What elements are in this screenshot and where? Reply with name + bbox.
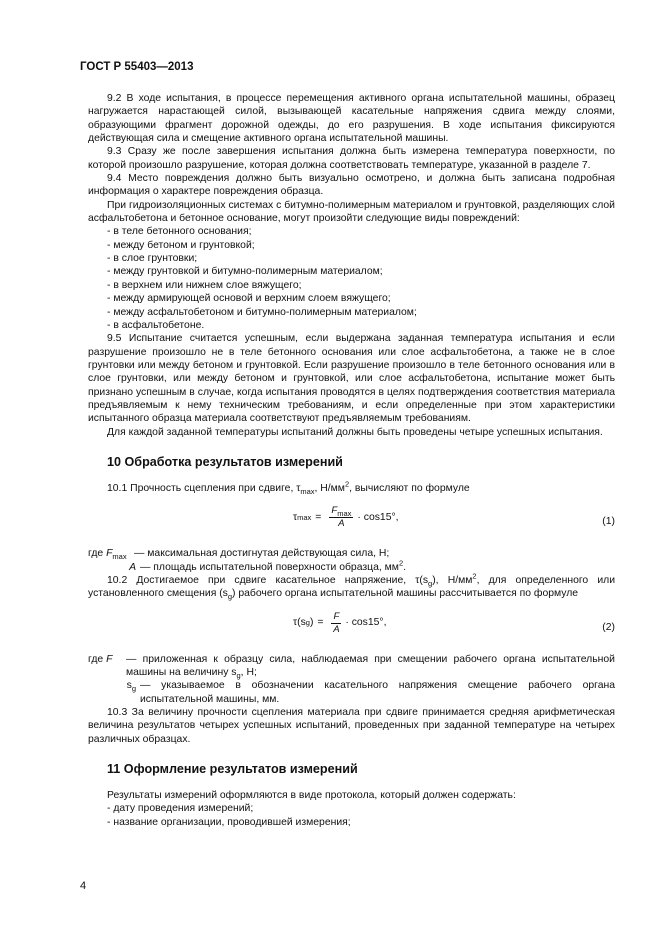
page-number: 4 bbox=[80, 880, 87, 892]
list-item: - в асфальтобетоне. bbox=[107, 319, 205, 331]
equation-number: (1) bbox=[602, 516, 615, 528]
formula-2: τ(s g ) = $\frac{F}{A}$ · cos15°, (2) bbox=[293, 610, 615, 635]
list-item: - между армирующей основой и верхним слоем вяжущего; bbox=[107, 293, 391, 305]
paragraph-9-2: 9.2 В ходе испытания, в процессе перемещения активного органа испытательной машины, образец нагружается нарастающей силой, вызывающей касательные напряжения сдвига между слоями, образующими фрагмент дорожной одежды, до его разрушения. В ходе испытания фиксируются действующая сила и смещение активного органа испытательной машины. bbox=[88, 93, 615, 145]
list-item: - между грунтовкой и битумно-полимерным материалом; bbox=[107, 266, 383, 278]
section-10-title: 10 Обработка результатов измерений bbox=[107, 454, 343, 469]
paragraph-11-intro: Результаты измерений оформляются в виде протокола, который должен содержать: bbox=[107, 790, 516, 802]
list-item: - дату проведения измерений; bbox=[107, 803, 254, 815]
where-f-max: где $F_{max}$ — максимальная достигнутая действующая сила, Н; bbox=[88, 548, 390, 562]
formula-1: τ max = $\frac{F_{max}}{A}$ · cos15°, (1) bbox=[293, 505, 615, 530]
list-item: - название организации, проводившей измерения; bbox=[107, 816, 351, 828]
where-force: где F — приложенная к образцу сила, наблюдаемая при смещении рабочего органа испытательной машины на величину $s_g$, Н; bbox=[88, 653, 615, 681]
section-11-title: 11 Оформление результатов измерений bbox=[107, 762, 358, 777]
list-item: - в слое грунтовки; bbox=[107, 253, 198, 265]
where-displacement: $s_g$ — указываемое в обозначении касательного напряжения смещение рабочего органа испытательной машины, мм. bbox=[126, 680, 615, 705]
paragraph-9-4: 9.4 Место повреждения должно быть визуально осмотрено, и должна быть записана подробная информация о характере повреждения образца. bbox=[88, 173, 615, 198]
paragraph-10-3: 10.3 За величину прочности сцепления материала при сдвиге принимается средняя арифметическая величина результатов четырех успешных испытаний, проведенных при заданной температуре на четырех различных образцах. bbox=[88, 707, 615, 745]
paragraph-9-3: 9.3 Сразу же после завершения испытания должна быть измерена температура поверхности, по которой произошло разрушение, которая должна соответствовать температуре, указанной в разделе 7. bbox=[88, 146, 615, 171]
paragraph-9-5: 9.5 Испытание считается успешным, если выдержана заданная температура испытания и если разрушение произошло не в теле бетонного основания или слое асфальтобетона, а также не в слое грунтовки или между бетоном и грунтовкой. Если разрушение произошло в теле бетонного основания или в слое грунтовки, или между бетоном и грунтовкой, или слое асфальтобетона, испытание может быть признано успешным в случае, когда испытания проводятся в целях подтверждения соответствия материала предъявляемым к нему техническим требованиям, и если определенные при этом характеристики испытанного образца материала соответствуют предъявляемым требованиям. bbox=[88, 333, 615, 425]
standard-header: ГОСТ Р 55403—2013 bbox=[80, 61, 194, 73]
damage-list bbox=[88, 225, 615, 332]
list-item: - между асфальтобетоном и битумно-полимерным материалом; bbox=[107, 306, 417, 318]
equation-number: (2) bbox=[602, 621, 615, 633]
paragraph-damage-intro: При гидроизоляционных системах с битумно-полимерным материалом и грунтовкой, разделяющих слой асфальтобетона и бетонное основание, могут произойти следующие виды повреждений: bbox=[88, 199, 615, 225]
fraction: $\frac{F_{max}}{A}$ bbox=[331, 505, 352, 530]
list-item: - в теле бетонного основания; bbox=[107, 226, 252, 238]
page-content bbox=[88, 92, 615, 829]
paragraph-10-2: 10.2 Достигаемое при сдвиге касательное напряжение, $\tau(s_g)$, $Н/мм^2$, для определенного или установленного смещения $(s_g)$ рабочего органа испытательной машины рассчитывается по формуле bbox=[88, 571, 616, 602]
paragraph-four-tests: Для каждой заданной температуры испытаний должны быть проведены четыре успешных испытания. bbox=[107, 426, 603, 438]
fraction: $\frac{F}{A}$ bbox=[333, 610, 340, 635]
list-item: - в верхнем или нижнем слое вяжущего; bbox=[107, 279, 302, 291]
paragraph-10-1: 10.1 Прочность сцепления при сдвиге, $\tau_{max}$, $Н/мм^2$, вычисляют по формуле bbox=[107, 479, 470, 497]
where-area: A — площадь испытательной поверхности образца, $мм^2$. bbox=[129, 558, 406, 573]
list-item: - между бетоном и грунтовкой; bbox=[107, 239, 255, 251]
